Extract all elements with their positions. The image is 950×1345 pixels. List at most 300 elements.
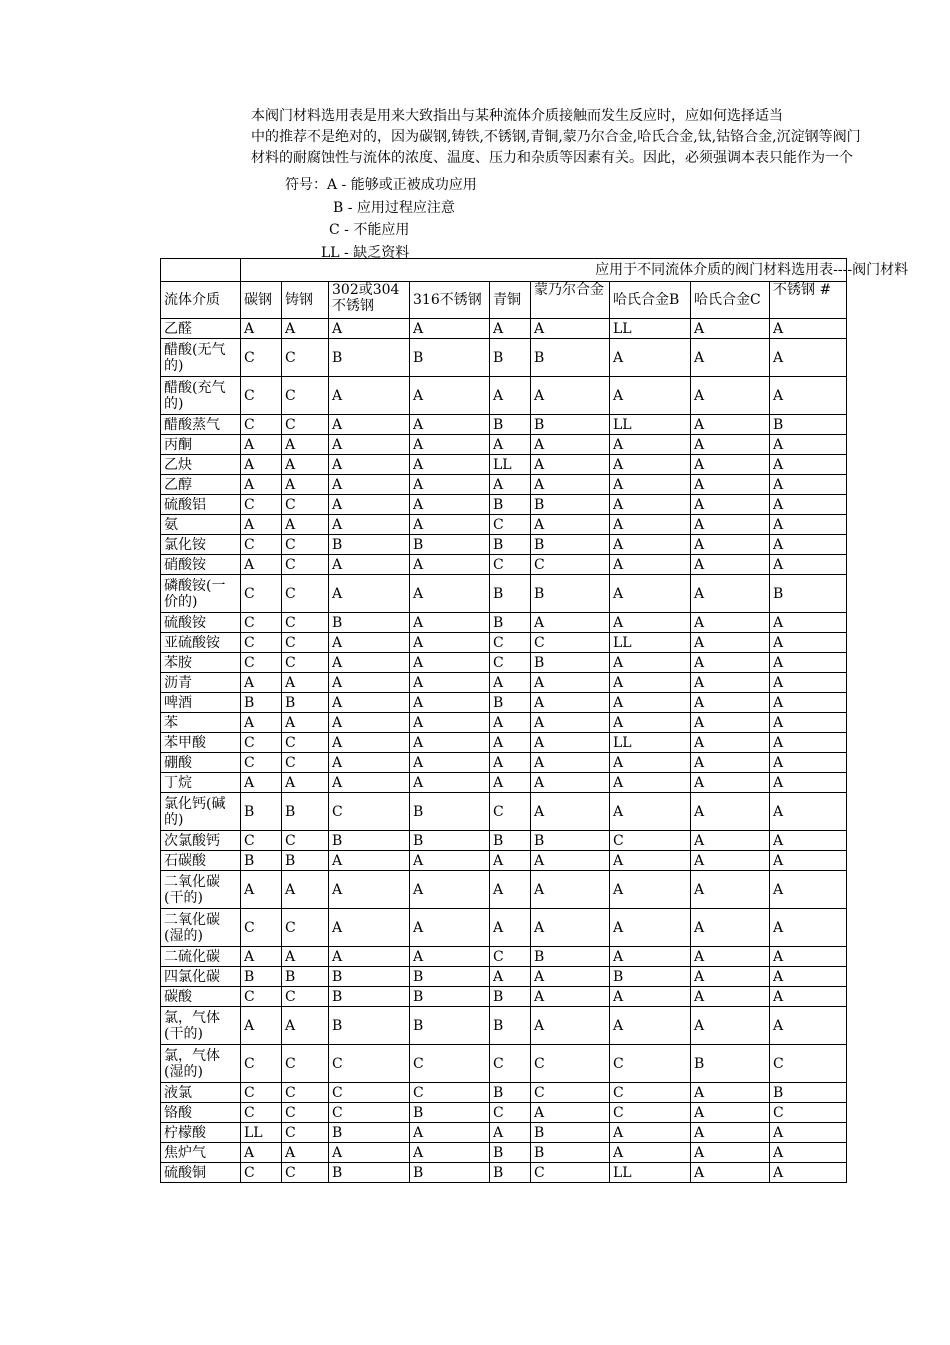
header-carbon-steel: 碳钢 [241,282,282,319]
rating-cell: C [241,653,282,673]
rating-cell: A [531,773,610,793]
rating-cell: B [241,967,282,987]
rating-cell: C [282,339,329,377]
rating-cell: A [490,713,531,733]
rating-cell: A [329,773,410,793]
rating-cell: B [410,793,490,831]
rating-cell: A [531,909,610,947]
rating-cell: B [329,613,410,633]
rating-cell: A [531,435,610,455]
rating-cell: C [531,555,610,575]
rating-cell: C [770,1045,847,1083]
rating-cell: LL [610,1163,691,1183]
medium-name: 丙酮 [161,435,241,455]
rating-cell: A [531,851,610,871]
rating-cell: A [490,773,531,793]
rating-cell: A [691,339,770,377]
medium-name: 硫酸铜 [161,1163,241,1183]
rating-cell: C [282,753,329,773]
table-row [161,575,847,613]
rating-cell: A [329,475,410,495]
rating-cell: C [490,1103,531,1123]
rating-cell: A [282,435,329,455]
rating-cell: A [329,713,410,733]
rating-cell: A [329,515,410,535]
medium-name: 醋酸蒸气 [161,415,241,435]
medium-name: 碳酸 [161,987,241,1007]
header-302-304-stainless: 302或304不锈钢 [329,282,410,319]
rating-cell: A [691,377,770,415]
rating-cell: A [691,435,770,455]
rating-cell: C [282,535,329,555]
rating-cell: A [410,475,490,495]
medium-name: 氨 [161,515,241,535]
legend-ll: LL - 缺乏资料 [321,245,410,261]
table-row [161,673,847,693]
rating-cell: A [531,871,610,909]
table-row [161,455,847,475]
legend-c: C - 不能应用 [329,222,410,238]
rating-cell: A [329,455,410,475]
rating-cell: A [282,515,329,535]
rating-cell: A [691,1143,770,1163]
rating-cell: A [241,947,282,967]
table-row [161,1045,847,1083]
rating-cell: B [490,495,531,515]
medium-name: 苯胺 [161,653,241,673]
rating-cell: C [282,733,329,753]
rating-cell: A [610,713,691,733]
rating-cell: B [329,1123,410,1143]
rating-cell: C [282,1163,329,1183]
table-row [161,1103,847,1123]
table-title-cell [241,259,909,282]
rating-cell: C [241,415,282,435]
rating-cell: A [490,967,531,987]
rating-cell: C [241,495,282,515]
rating-cell: A [610,515,691,535]
rating-cell: B [410,967,490,987]
rating-cell: A [691,515,770,535]
rating-cell: A [531,1007,610,1045]
medium-name: 沥青 [161,673,241,693]
rating-cell: A [610,1143,691,1163]
rating-cell: A [490,851,531,871]
medium-name: 苯 [161,713,241,733]
rating-cell: C [282,555,329,575]
rating-cell: A [410,415,490,435]
rating-cell: A [691,871,770,909]
rating-cell: LL [490,455,531,475]
rating-cell: B [329,987,410,1007]
medium-name: 氯化铵 [161,535,241,555]
header-bronze: 青铜 [490,282,531,319]
medium-name: 乙醛 [161,319,241,339]
table-row [161,339,847,377]
rating-cell: B [490,1143,531,1163]
rating-cell: B [329,1007,410,1045]
table-title: 应用于不同流体介质的阀门材料选用表----阀门材料 [595,262,909,278]
table-row [161,435,847,455]
rating-cell: C [531,1163,610,1183]
rating-cell: C [241,339,282,377]
rating-cell: C [282,1045,329,1083]
table-row [161,1143,847,1163]
table-row [161,831,847,851]
rating-cell: A [610,455,691,475]
rating-cell: A [770,613,847,633]
rating-cell: A [410,1123,490,1143]
rating-cell: A [490,1123,531,1143]
table-row [161,947,847,967]
rating-cell: A [691,753,770,773]
rating-cell: C [610,831,691,851]
rating-cell: A [410,455,490,475]
rating-cell: A [241,713,282,733]
rating-cell: A [770,987,847,1007]
rating-cell: C [490,515,531,535]
rating-cell: C [241,377,282,415]
rating-cell: LL [610,733,691,753]
rating-cell: B [410,535,490,555]
rating-cell: B [329,535,410,555]
rating-cell: C [329,1045,410,1083]
rating-cell: C [241,1083,282,1103]
rating-cell: A [770,339,847,377]
rating-cell: C [282,633,329,653]
rating-cell: A [329,871,410,909]
rating-cell: B [770,415,847,435]
rating-cell: A [691,987,770,1007]
medium-name: 醋酸(充气的) [161,377,241,415]
table-row [161,987,847,1007]
rating-cell: A [410,733,490,753]
medium-name: 次氯酸钙 [161,831,241,851]
rating-cell: A [282,475,329,495]
rating-cell: A [410,575,490,613]
rating-cell: A [531,987,610,1007]
rating-cell: A [490,673,531,693]
rating-cell: B [490,1163,531,1183]
rating-cell: A [410,673,490,693]
rating-cell: B [490,831,531,851]
rating-cell: A [410,713,490,733]
table-row [161,415,847,435]
rating-cell: C [282,987,329,1007]
rating-cell: A [691,693,770,713]
rating-cell: A [770,1163,847,1183]
rating-cell: B [490,693,531,713]
rating-cell: A [610,851,691,871]
rating-cell: C [490,947,531,967]
rating-cell: B [282,967,329,987]
rating-cell: B [410,339,490,377]
rating-cell: A [410,613,490,633]
rating-cell: A [282,871,329,909]
rating-cell: B [531,415,610,435]
intro-line-1: 本阀门材料选用表是用来大致指出与某种流体介质接触而发生反应时，应如何选择适当 [251,108,783,124]
rating-cell: A [610,987,691,1007]
rating-cell: A [410,909,490,947]
rating-cell: C [241,535,282,555]
rating-cell: A [241,871,282,909]
rating-cell: B [410,987,490,1007]
rating-cell: C [241,1163,282,1183]
rating-cell: C [282,909,329,947]
rating-cell: A [691,851,770,871]
rating-cell: B [490,613,531,633]
rating-cell: A [531,319,610,339]
rating-cell: LL [610,633,691,653]
rating-cell: B [410,831,490,851]
rating-cell: A [531,793,610,831]
rating-cell: A [770,673,847,693]
table-row [161,633,847,653]
rating-cell: A [770,693,847,713]
rating-cell: B [329,831,410,851]
rating-cell: A [691,415,770,435]
rating-cell: A [282,947,329,967]
rating-cell: C [241,831,282,851]
rating-cell: A [531,753,610,773]
rating-cell: A [770,475,847,495]
rating-cell: C [531,1083,610,1103]
rating-cell: A [691,1163,770,1183]
rating-cell: B [241,693,282,713]
rating-cell: A [770,753,847,773]
rating-cell: C [282,495,329,515]
rating-cell: C [241,753,282,773]
rating-cell: A [770,713,847,733]
table-row [161,773,847,793]
medium-name: 四氯化碳 [161,967,241,987]
header-monel: 蒙乃尔合金 [531,282,610,319]
rating-cell: C [490,1045,531,1083]
header-hastelloy-b: 哈氏合金B [610,282,691,319]
rating-cell: C [241,909,282,947]
rating-cell: B [531,947,610,967]
rating-cell: A [610,753,691,773]
rating-cell: A [329,653,410,673]
rating-cell: C [241,613,282,633]
intro-paragraph [251,106,941,169]
rating-cell: A [770,1123,847,1143]
header-cast-steel: 铸钢 [282,282,329,319]
rating-cell: A [329,415,410,435]
rating-cell: A [770,733,847,753]
header-stainless-hash: 不锈钢 # [770,282,847,319]
rating-cell: A [610,475,691,495]
rating-cell: C [329,793,410,831]
rating-cell: B [241,793,282,831]
rating-cell: A [770,633,847,653]
medium-name: 乙炔 [161,455,241,475]
rating-cell: B [531,495,610,515]
rating-cell: A [610,555,691,575]
rating-cell: A [241,1143,282,1163]
rating-cell: B [241,851,282,871]
table-title-row [161,259,847,282]
medium-name: 硫酸铵 [161,613,241,633]
medium-name: 柠檬酸 [161,1123,241,1143]
rating-cell: B [282,693,329,713]
table-row [161,1123,847,1143]
rating-cell: A [531,713,610,733]
rating-cell: A [691,633,770,653]
rating-cell: C [770,1103,847,1123]
rating-cell: A [770,851,847,871]
rating-cell: A [329,753,410,773]
medium-name: 磷酸铵(一价的) [161,575,241,613]
rating-cell: A [770,319,847,339]
rating-cell: A [770,1007,847,1045]
rating-cell: A [329,495,410,515]
table-row [161,1007,847,1045]
rating-cell: B [282,851,329,871]
rating-cell: A [531,693,610,713]
medium-name: 亚硫酸铵 [161,633,241,653]
rating-cell: LL [610,415,691,435]
rating-cell: A [329,377,410,415]
rating-cell: A [241,515,282,535]
medium-name: 丁烷 [161,773,241,793]
rating-cell: A [241,1007,282,1045]
table-row [161,733,847,753]
rating-cell: A [610,909,691,947]
rating-cell: A [610,793,691,831]
rating-cell: A [282,1007,329,1045]
rating-cell: B [410,1163,490,1183]
medium-name: 硝酸铵 [161,555,241,575]
medium-name: 氯化钙(碱的) [161,793,241,831]
table-row [161,967,847,987]
rating-cell: C [241,733,282,753]
legend-b: B - 应用过程应注意 [333,200,455,216]
rating-cell: A [770,947,847,967]
rating-cell: A [410,633,490,653]
rating-cell: B [531,1143,610,1163]
medium-name: 硼酸 [161,753,241,773]
rating-cell: A [329,575,410,613]
rating-cell: A [770,871,847,909]
table-row [161,1083,847,1103]
rating-cell: A [329,909,410,947]
rating-cell: A [770,555,847,575]
medium-name: 焦炉气 [161,1143,241,1163]
table-row [161,613,847,633]
rating-cell: B [490,1007,531,1045]
rating-cell: B [329,967,410,987]
rating-cell: A [531,515,610,535]
medium-name: 氯，气体(干的) [161,1007,241,1045]
rating-cell: A [691,1007,770,1045]
rating-cell: C [490,793,531,831]
rating-cell: A [410,693,490,713]
rating-cell: A [610,693,691,713]
rating-cell: B [770,1083,847,1103]
table-row [161,653,847,673]
rating-cell: A [610,773,691,793]
rating-cell: B [531,831,610,851]
rating-cell: B [610,967,691,987]
rating-cell: A [770,831,847,851]
rating-cell: A [691,455,770,475]
table-row [161,475,847,495]
rating-cell: A [282,713,329,733]
table-row [161,495,847,515]
rating-cell: B [770,575,847,613]
rating-cell: A [610,535,691,555]
medium-name: 啤酒 [161,693,241,713]
table-row [161,1163,847,1183]
rating-cell: A [691,733,770,753]
rating-cell: A [610,339,691,377]
rating-cell: A [610,673,691,693]
rating-cell: C [531,1045,610,1083]
rating-cell: A [241,455,282,475]
rating-cell: A [610,613,691,633]
rating-cell: A [770,653,847,673]
header-medium: 流体介质 [161,282,241,319]
rating-cell: A [610,435,691,455]
rating-cell: A [410,653,490,673]
rating-cell: B [490,1083,531,1103]
rating-cell: A [241,319,282,339]
rating-cell: C [282,831,329,851]
rating-cell: A [329,633,410,653]
rating-cell: C [329,1103,410,1123]
rating-cell: A [241,435,282,455]
rating-cell: A [282,673,329,693]
rating-cell: LL [610,319,691,339]
rating-cell: B [490,575,531,613]
rating-cell: A [610,495,691,515]
medium-name: 氯，气体(湿的) [161,1045,241,1083]
rating-cell: C [490,555,531,575]
title-corner-cell [161,259,241,282]
rating-cell: A [531,673,610,693]
rating-cell: A [610,575,691,613]
rating-cell: B [531,339,610,377]
rating-cell: LL [241,1123,282,1143]
rating-cell: C [410,1083,490,1103]
rating-cell: A [490,871,531,909]
rating-cell: A [691,831,770,851]
rating-cell: A [770,535,847,555]
rating-cell: A [531,377,610,415]
rating-cell: C [282,1103,329,1123]
rating-cell: C [282,1123,329,1143]
rating-cell: B [410,1103,490,1123]
rating-cell: C [241,1045,282,1083]
rating-cell: B [531,653,610,673]
rating-cell: A [410,515,490,535]
rating-cell: B [490,415,531,435]
table-row [161,377,847,415]
rating-cell: A [691,495,770,515]
rating-cell: A [770,377,847,415]
medium-name: 二氧化碳(干的) [161,871,241,909]
rating-cell: A [691,575,770,613]
rating-cell: C [241,633,282,653]
medium-name: 醋酸(无气的) [161,339,241,377]
table-row [161,871,847,909]
rating-cell: B [490,535,531,555]
rating-cell: A [610,377,691,415]
rating-cell: A [329,851,410,871]
rating-cell: A [410,851,490,871]
rating-cell: A [490,753,531,773]
